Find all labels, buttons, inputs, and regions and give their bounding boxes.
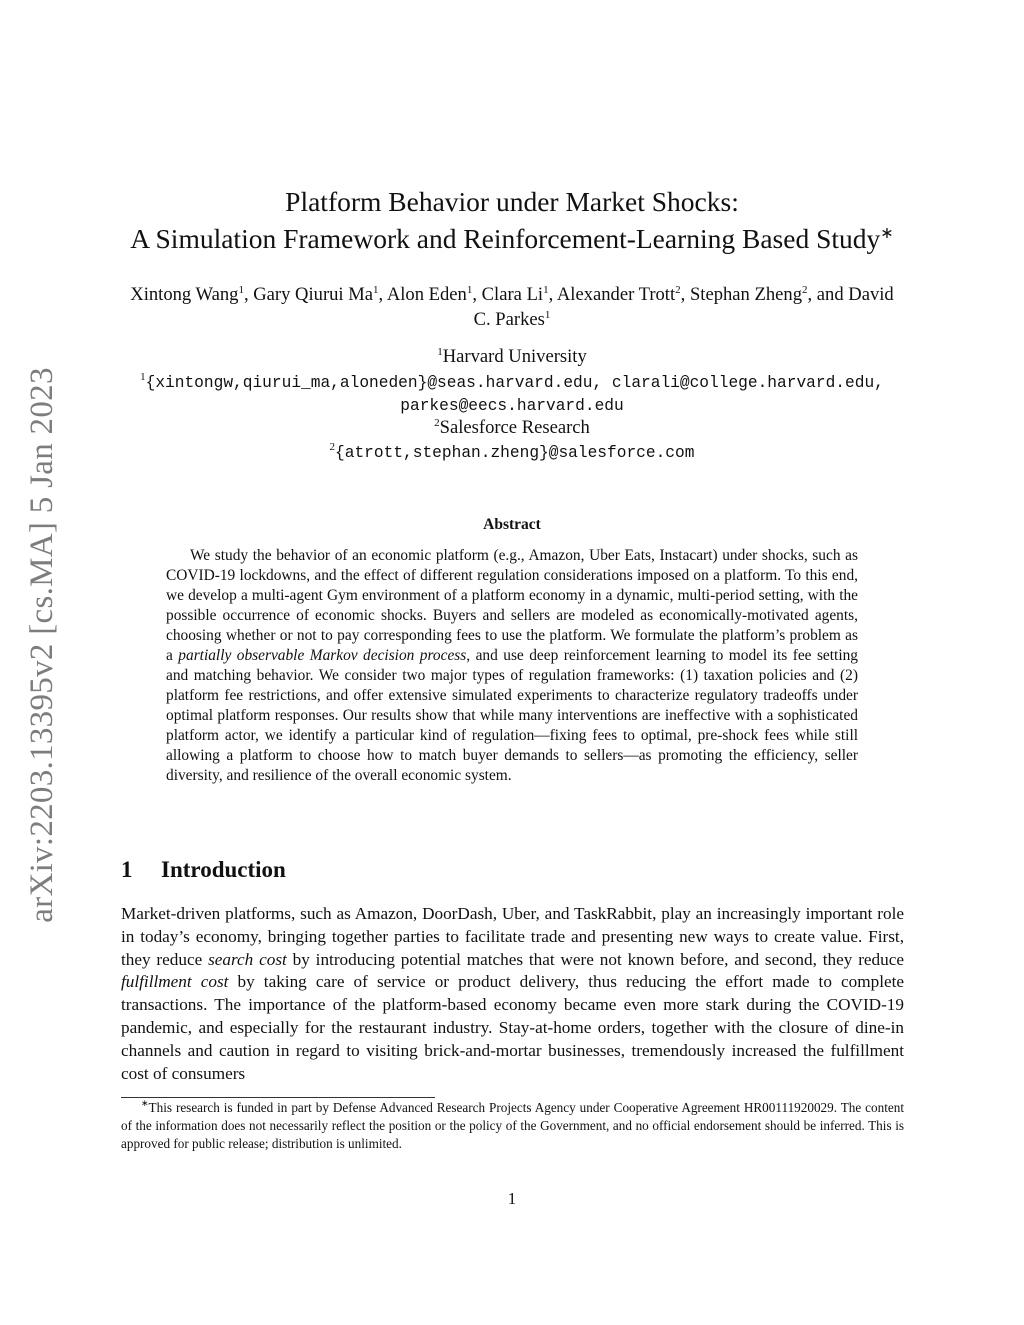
introduction-paragraph: Market-driven platforms, such as Amazon, DoorDash, Uber, and TaskRabbit, play an increasingly important role in today’s economy, bringing together parties to facilitate trade and presenting new ways to create value. First, they reduce search cost by introducing potential matches that were not known before, and second, they reduce fulfillment cost by taking care of service or product delivery, thus reducing the effort made to complete transactions. The importance of the platform-based economy became even more stark during the COVID-19 pandemic, and especially for the restaurant industry. Stay-at-home orders, together with the closure of dine-in channels and caution in regard to visiting brick-and-mortar businesses, tremendously increased the fulfillment cost of consumers [121, 904, 905, 1083]
paper-title [100, 183, 924, 257]
emails-salesforce: $^2${atrott,stephan.zheng}@salesforce.com [329, 441, 695, 462]
section-heading-introduction: 1 Introduction [121, 857, 286, 882]
footnote-rule [121, 1097, 435, 1098]
emails-harvard-cont: parkes@eecs.harvard.edu [400, 397, 624, 415]
title-line-2: A Simulation Framework and Reinforcement-Learning Based Study∗ [130, 223, 894, 254]
arxiv-side-stamp: arXiv:2203.13395v2 [cs.MA] 5 Jan 2023 [24, 367, 60, 923]
title-line-1: Platform Behavior under Market Shocks: [285, 186, 739, 217]
title-footnote-mark: ∗ [880, 225, 894, 242]
author-list: Xintong Wang$^1$, Gary Qiurui Ma$^1$, Alon Eden$^1$, Clara Li$^1$, Alexander Trott$^2$, Stephan Zheng$^2$, and David C. Parkes$^1$ [130, 284, 894, 330]
affiliation-salesforce: $^2$Salesforce Research [434, 417, 590, 438]
abstract-body: We study the behavior of an economic platform (e.g., Amazon, Uber Eats, Instacart) under shocks, such as COVID-19 lockdowns, and the effect of different regulation considerations imposed on a platform. To this end, we develop a multi-agent Gym environment of a platform economy in a dynamic, multi-period setting, with the possible occurrence of economic shocks. Buyers and sellers are modeled as economically-motivated agents, choosing whether or not to pay corresponding fees to use the platform. We formulate the platform’s problem as a partially observable Markov decision process, and use deep reinforcement learning to model its fee setting and matching behavior. We consider two major types of regulation frameworks: (1) taxation policies and (2) platform fee restrictions, and offer extensive simulated experiments to characterize regulatory tradeoffs under optimal platform responses. Our results show that while many interventions are ineffective with a sophisticated platform actor, we identify a particular kind of regulation—fixing fees to optimal, pre-shock fees while still allowing a platform to choose how to match buyer demands to sellers—as promoting the efficiency, seller diversity, and resilience of the overall economic system. [166, 547, 858, 784]
emails-harvard: $^1${xintongw,qiurui_ma,aloneden}@seas.harvard.edu, clarali@college.harvard.edu, [140, 371, 884, 392]
affiliation-harvard: $^1$Harvard University [437, 346, 587, 367]
page-number: 1 [507, 1189, 517, 1208]
abstract-heading: Abstract [483, 516, 541, 533]
footnote: ∗This research is funded in part by Defense Advanced Research Projects Agency under Cooperative Agreement HR00111920029. The content of the information does not necessarily reflect the position or the policy of the Government, and no official endorsement should be inferred. This is approved for public release; distribution is unlimited. [121, 1098, 904, 1151]
